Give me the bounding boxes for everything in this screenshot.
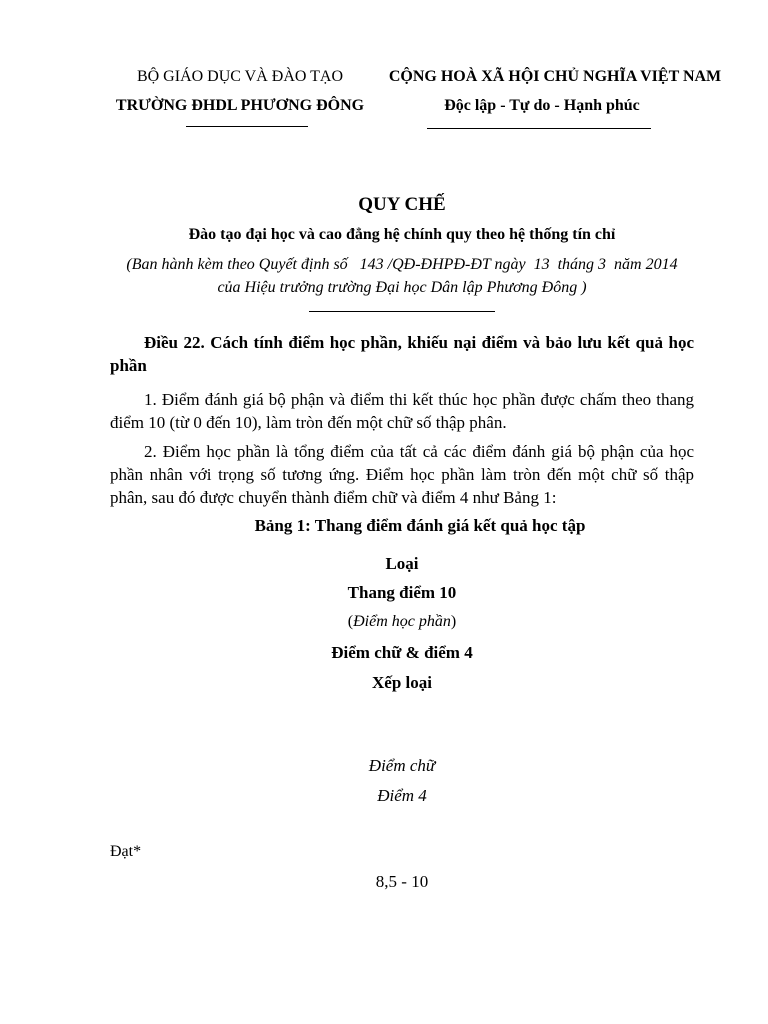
national-motto: Độc lập - Tự do - Hạnh phúc — [444, 97, 640, 114]
paragraph-1: 1. Điểm đánh giá bộ phận và điểm thi kết thúc học phần được chấm theo thang điểm 10 (từ 0 đến 10), làm tròn đến một chữ số thập phân. — [110, 390, 694, 432]
decree-reference-line1: (Ban hành kèm theo Quyết định số 143 /QĐ-ĐHPĐ-ĐT ngày 13 tháng 3 năm 2014 — [126, 256, 678, 273]
table-header-xep-loai: Xếp loại — [372, 673, 432, 692]
table-header-thang-diem-10-note: (Điểm học phần) — [347, 613, 457, 630]
table-subheader-diem-4: Điểm 4 — [377, 786, 427, 805]
right-header-rule — [427, 128, 651, 129]
table-header-thang-diem-10: Thang điểm 10 — [347, 583, 457, 602]
table-header-loai: Loại — [385, 554, 419, 573]
table-subheader-diem-chu: Điểm chữ — [368, 756, 436, 775]
country-name: CỘNG HOÀ XÃ HỘI CHỦ NGHĨA VIỆT NAM — [388, 68, 722, 85]
table-header-note-text: Điểm học phần — [353, 613, 451, 630]
table-caption: Bảng 1: Thang điểm đánh giá kết quả học tập — [254, 516, 586, 535]
table-cell-row1-thang10: 8,5 - 10 — [375, 872, 429, 891]
document-subtitle: Đào tạo đại học và cao đẳng hệ chính quy theo hệ thống tín chỉ — [188, 226, 616, 243]
document-title: QUY CHẾ — [358, 194, 446, 215]
decree-reference-line2: của Hiệu trưởng trường Đại học Dân lập Phương Đông ) — [217, 279, 587, 296]
table-header-diem-chu-diem-4: Điểm chữ & điểm 4 — [331, 643, 473, 662]
table-cell-row1-loai: Đạt* — [110, 843, 142, 860]
title-rule — [309, 311, 495, 312]
left-header-rule — [186, 126, 308, 127]
ministry-name: BỘ GIÁO DỤC VÀ ĐÀO TẠO — [136, 68, 344, 85]
article-heading: Điều 22. Cách tính điểm học phần, khiếu nại điểm và bảo lưu kết quả học phần — [110, 333, 694, 375]
university-name: TRƯỜNG ĐHDL PHƯƠNG ĐÔNG — [115, 97, 365, 114]
paragraph-2: 2. Điểm học phần là tổng điểm của tất cả các điểm đánh giá bộ phận của học phần nhân với trọng số tương ứng. Điểm học phần làm tròn đến một chữ số thập phân, sau đó được chuyển thành điểm chữ và điểm 4 như Bảng 1: — [110, 442, 694, 507]
